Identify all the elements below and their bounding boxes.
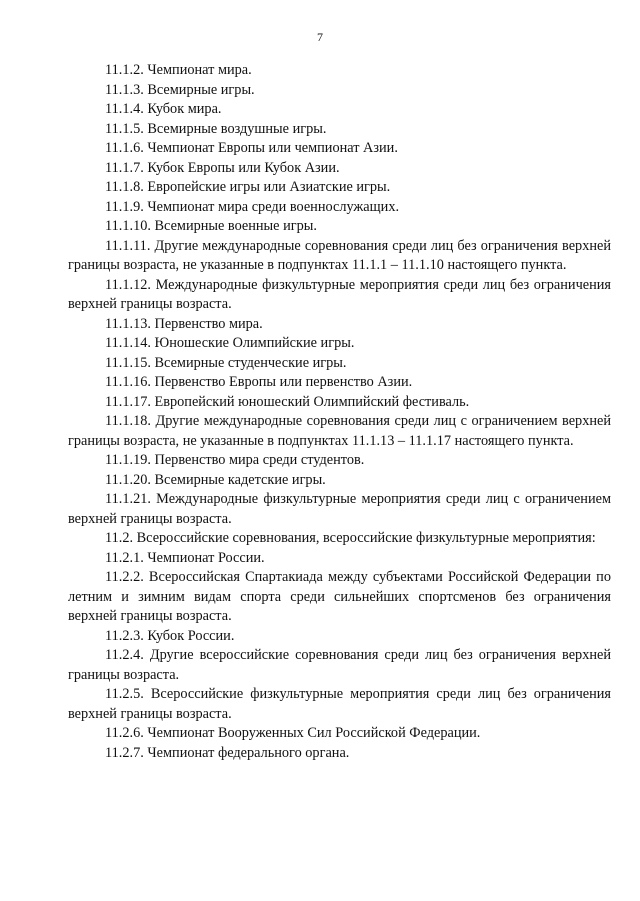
list-item: 11.1.6. Чемпионат Европы или чемпионат Азии.: [105, 140, 398, 156]
list-item: 11.1.11. Другие международные соревнования среди лиц без ограничения верхней границы возраста, не указанные в подпунктах 11.1.1 – 11.1.10 настоящего пункта.: [68, 237, 611, 273]
list-item: 11.2.6. Чемпионат Вооруженных Сил Российской Федерации.: [105, 725, 481, 741]
list-item: 11.1.16. Первенство Европы или первенство Азии.: [105, 374, 413, 390]
list-item: 11.1.7. Кубок Европы или Кубок Азии.: [105, 159, 340, 176]
list-item: 11.1.12. Международные физкультурные мероприятия среди лиц без ограничения верхней границы возраста.: [68, 276, 611, 312]
list-item: 11.1.4. Кубок мира.: [105, 101, 222, 117]
list-item: 11.1.10. Всемирные военные игры.: [105, 218, 317, 234]
list-item: 11.1.14. Юношеские Олимпийские игры.: [105, 335, 355, 351]
list-item: 11.1.2. Чемпионат мира.: [105, 62, 252, 78]
list-item: 11.1.8. Европейские игры или Азиатские игры.: [105, 179, 391, 195]
page-number: 7: [317, 30, 323, 44]
list-item: 11.2.3. Кубок России.: [105, 627, 235, 644]
list-item: 11.1.20. Всемирные кадетские игры.: [105, 471, 326, 488]
list-item: 11.1.9. Чемпионат мира среди военнослужащих.: [105, 198, 400, 215]
list-item: 11.1.18. Другие международные соревнования среди лиц с ограничением верхней границы возраста, не указанные в подпунктах 11.1.13 – 11.1.17 настоящего пункта.: [68, 413, 611, 449]
list-item: 11.1.13. Первенство мира.: [105, 315, 263, 332]
document-body: [68, 61, 611, 763]
list-item: 11.1.17. Европейский юношеский Олимпийский фестиваль.: [105, 393, 470, 410]
list-item: 11.2. Всероссийские соревнования, всероссийские физкультурные мероприятия:: [105, 530, 596, 546]
list-item: 11.2.7. Чемпионат федерального органа.: [105, 744, 350, 761]
list-item: 11.1.21. Международные физкультурные мероприятия среди лиц с ограничением верхней границы возраста.: [68, 491, 611, 527]
list-item: 11.2.5. Всероссийские физкультурные мероприятия среди лиц без ограничения верхней границы возраста.: [68, 686, 611, 722]
list-item: 11.2.1. Чемпионат России.: [105, 549, 265, 566]
list-item: 11.1.3. Всемирные игры.: [105, 81, 255, 98]
list-item: 11.1.19. Первенство мира среди студентов.: [105, 452, 365, 468]
list-item: 11.2.2. Всероссийская Спартакиада между субъектами Российской Федерации по летним и зимним видам спорта среди сильнейших спортсменов без ограничения верхней границы возраста.: [68, 569, 611, 624]
list-item: 11.1.5. Всемирные воздушные игры.: [105, 120, 327, 137]
list-item: 11.2.4. Другие всероссийские соревнования среди лиц без ограничения верхней границы возраста.: [68, 647, 611, 683]
list-item: 11.1.15. Всемирные студенческие игры.: [105, 354, 347, 371]
